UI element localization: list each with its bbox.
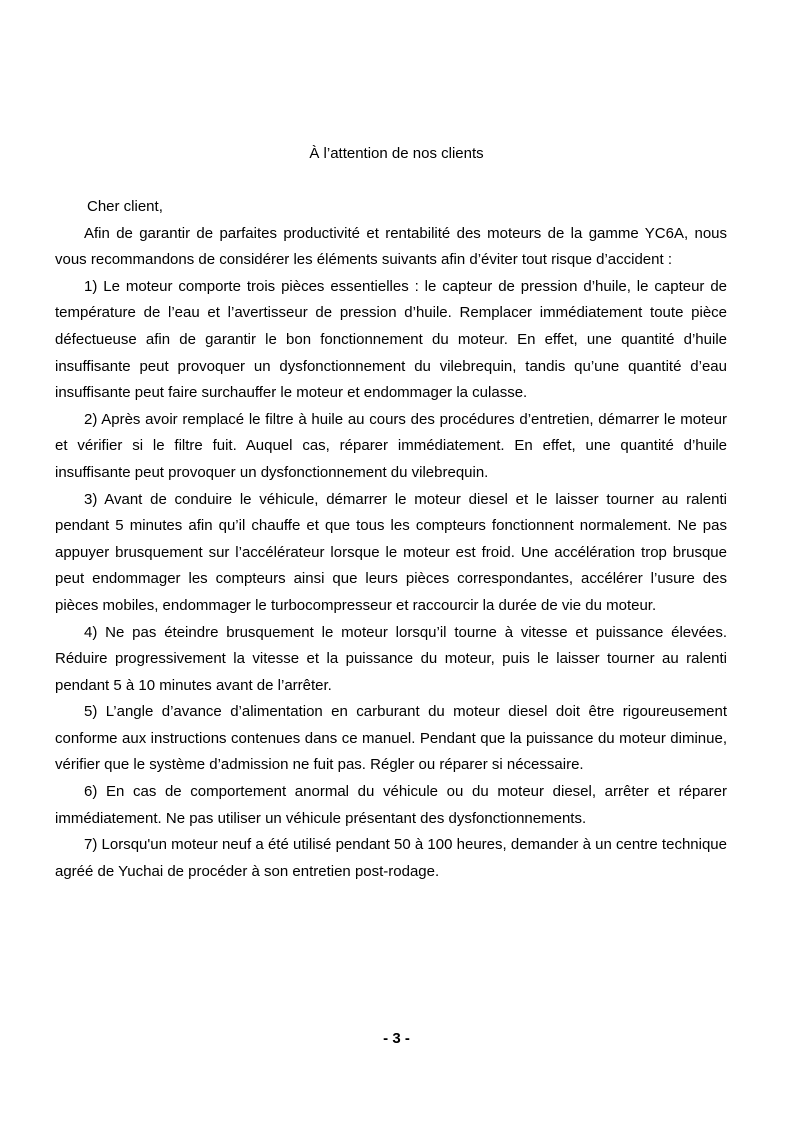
page-number: - 3 - xyxy=(383,1030,410,1047)
instruction-item-6: 6) En cas de comportement anormal du véhicule ou du moteur diesel, arrêter et réparer immédiatement. Ne pas utiliser un véhicule présentant des dysfonctionnements. xyxy=(55,783,727,827)
instruction-item-5: 5) L’angle d’avance d’alimentation en carburant du moteur diesel doit être rigoureusement conforme aux instructions contenues dans ce manuel. Pendant que la puissance du moteur diminue, vérifier que le système d’admission ne fuit pas. Régler ou réparer si nécessaire. xyxy=(55,703,727,774)
page-title: À l’attention de nos clients xyxy=(309,145,484,162)
instruction-item-2: 2) Après avoir remplacé le filtre à huile au cours des procédures d’entretien, démarrer le moteur et vérifier si le filtre fuit. Auquel cas, réparer immédiatement. En effet, une quantité d’huile insuffisante peut provoquer un dysfonctionnement du vilebrequin. xyxy=(55,410,727,481)
instruction-item-7: 7) Lorsqu'un moteur neuf a été utilisé pendant 50 à 100 heures, demander à un centre technique agréé de Yuchai de procéder à son entretien post-rodage. xyxy=(55,836,727,880)
document-body xyxy=(55,194,727,885)
instruction-item-4: 4) Ne pas éteindre brusquement le moteur lorsqu’il tourne à vitesse et puissance élevées. Réduire progressivement la vitesse et la puissance du moteur, puis le laisser tourner au ralenti pendant 5 à 10 minutes avant de l’arrêter. xyxy=(55,623,727,694)
salutation: Cher client, xyxy=(87,198,163,215)
intro-paragraph: Afin de garantir de parfaites productivité et rentabilité des moteurs de la gamme YC6A, nous vous recommandons de considérer les éléments suivants afin d’éviter tout risque d’accident : xyxy=(55,224,727,269)
instruction-item-1: 1) Le moteur comporte trois pièces essentielles : le capteur de pression d’huile, le capteur de température de l’eau et l’avertisseur de pression d’huile. Remplacer immédiatement toute pièce défectueuse afin de garantir le bon fonctionnement du moteur. En effet, une quantité d’huile insuffisante peut provoquer un dysfonctionnement du vilebrequin, tandis qu’une quantité d’eau insuffisante peut faire surchauffer le moteur et endommager la culasse. xyxy=(55,277,727,402)
instruction-item-3: 3) Avant de conduire le véhicule, démarrer le moteur diesel et le laisser tourner au ralenti pendant 5 minutes afin qu’il chauffe et que tous les compteurs fonctionnent normalement. Ne pas appuyer brusquement sur l’accélérateur lorsque le moteur est froid. Une accélération trop brusque peut endommager les compteurs ainsi que leurs pièces correspondantes, accélérer l’usure des pièces mobiles, endommager le turbocompresseur et raccourcir la durée de vie du moteur. xyxy=(55,490,727,614)
